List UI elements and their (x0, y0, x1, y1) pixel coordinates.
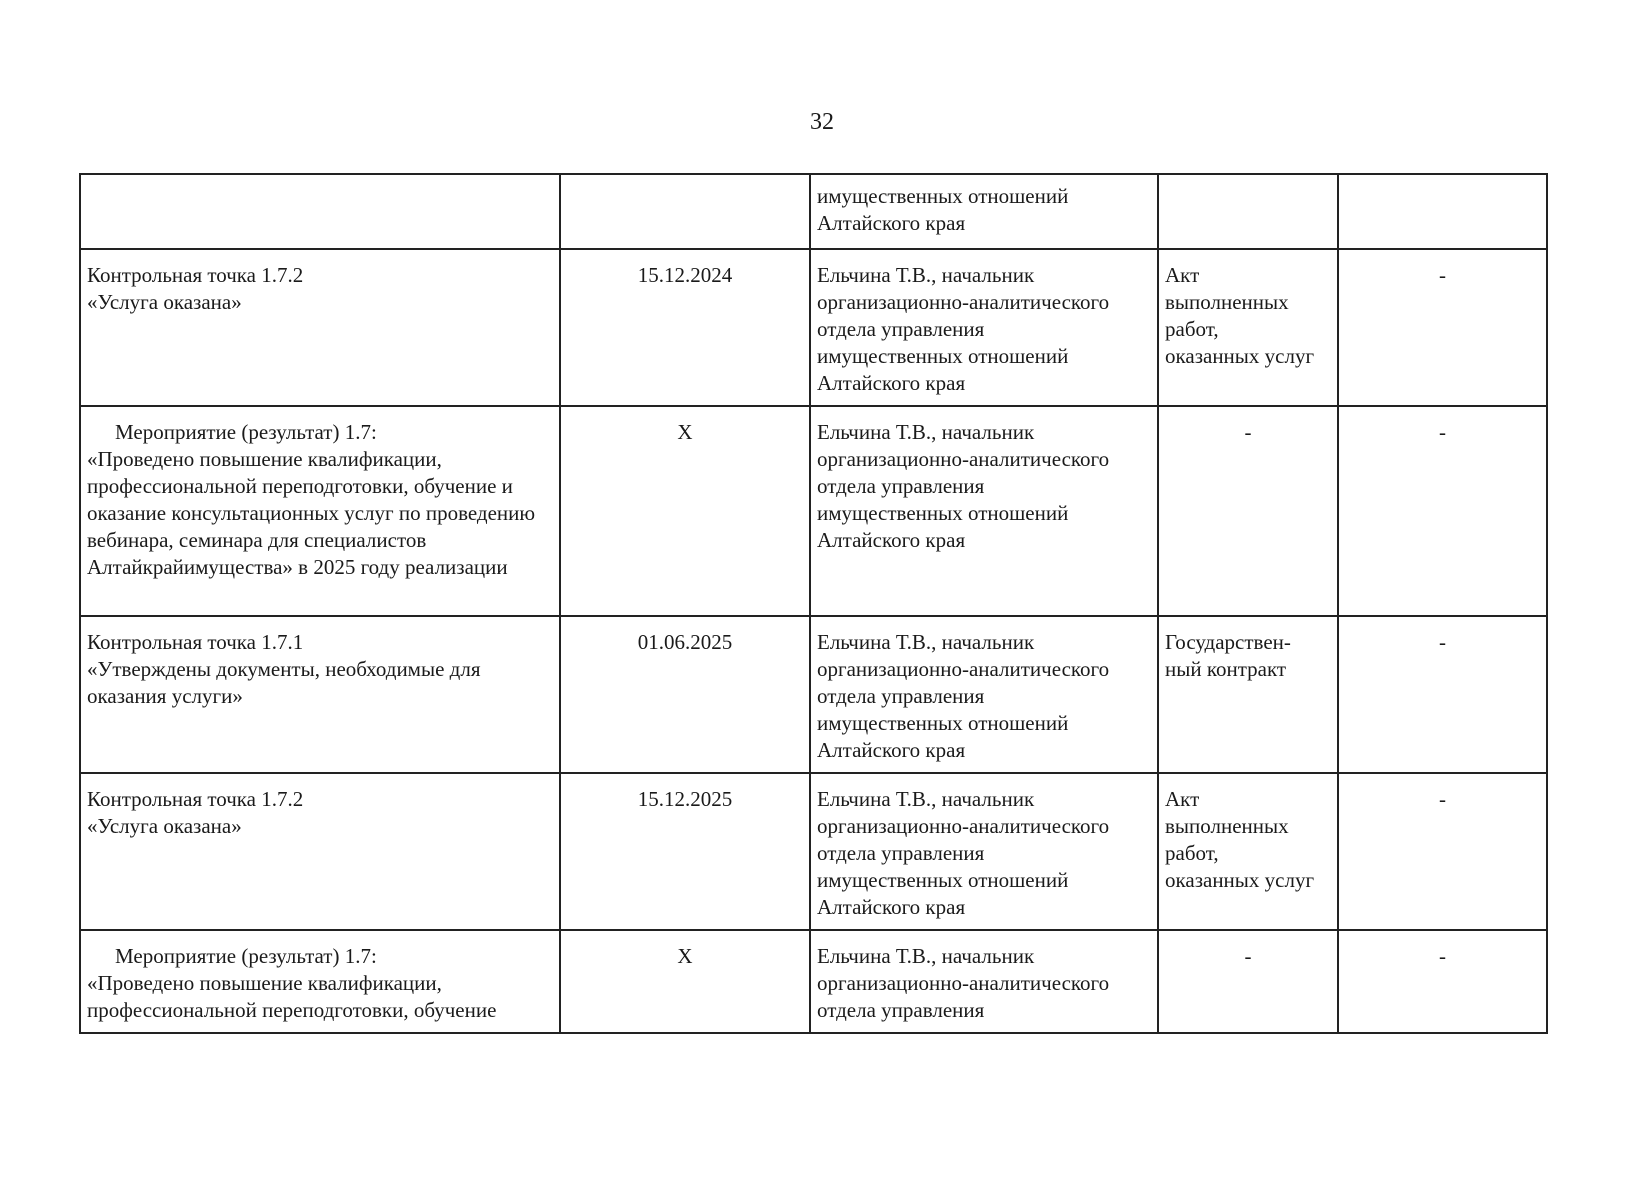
cell-responsible: Ельчина Т.В., начальник организационно-аналитического отдела управления имущественных отношений Алтайского края (810, 249, 1158, 406)
cell-note (1338, 174, 1547, 249)
cell-name (80, 174, 560, 249)
cell-document: Акт выполненных работ, оказанных услуг (1158, 249, 1338, 406)
cell-responsible: Ельчина Т.В., начальник организационно-аналитического отдела управления имущественных отношений Алтайского края (810, 773, 1158, 930)
cell-name: Мероприятие (результат) 1.7: «Проведено повышение квалификации, профессиональной переподготовки, обучение (80, 930, 560, 1033)
cell-name: Контрольная точка 1.7.1 «Утверждены документы, необходимые для оказания услуги» (80, 616, 560, 773)
table-row (80, 406, 1547, 616)
cell-responsible: Ельчина Т.В., начальник организационно-аналитического отдела управления имущественных отношений Алтайского края (810, 406, 1158, 616)
cell-document: - (1158, 406, 1338, 616)
cell-name: Мероприятие (результат) 1.7: «Проведено повышение квалификации, профессиональной переподготовки, обучение и оказание консультационных услуг по проведению вебинара, семинара для специалистов Алтайкрайимущества» в 2025 году реализации (80, 406, 560, 616)
page-number: 32 (810, 109, 834, 135)
cell-note: - (1338, 773, 1547, 930)
table-row (80, 930, 1547, 1033)
table-row (80, 616, 1547, 773)
plan-table (79, 173, 1548, 1034)
cell-date: 01.06.2025 (560, 616, 810, 773)
cell-responsible: Ельчина Т.В., начальник организационно-аналитического отдела управления имущественных отношений Алтайского края (810, 616, 1158, 773)
table-row (80, 773, 1547, 930)
cell-document: - (1158, 930, 1338, 1033)
cell-document: Государствен- ный контракт (1158, 616, 1338, 773)
cell-name: Контрольная точка 1.7.2 «Услуга оказана» (80, 249, 560, 406)
cell-responsible: имущественных отношений Алтайского края (810, 174, 1158, 249)
cell-date (560, 174, 810, 249)
cell-document (1158, 174, 1338, 249)
cell-note: - (1338, 930, 1547, 1033)
cell-note: - (1338, 249, 1547, 406)
table-row (80, 174, 1547, 249)
cell-note: - (1338, 616, 1547, 773)
cell-date: 15.12.2025 (560, 773, 810, 930)
cell-note: - (1338, 406, 1547, 616)
cell-responsible: Ельчина Т.В., начальник организационно-аналитического отдела управления (810, 930, 1158, 1033)
cell-date: X (560, 406, 810, 616)
cell-date: X (560, 930, 810, 1033)
table-row (80, 249, 1547, 406)
cell-date: 15.12.2024 (560, 249, 810, 406)
cell-document: Акт выполненных работ, оказанных услуг (1158, 773, 1338, 930)
cell-name: Контрольная точка 1.7.2 «Услуга оказана» (80, 773, 560, 930)
